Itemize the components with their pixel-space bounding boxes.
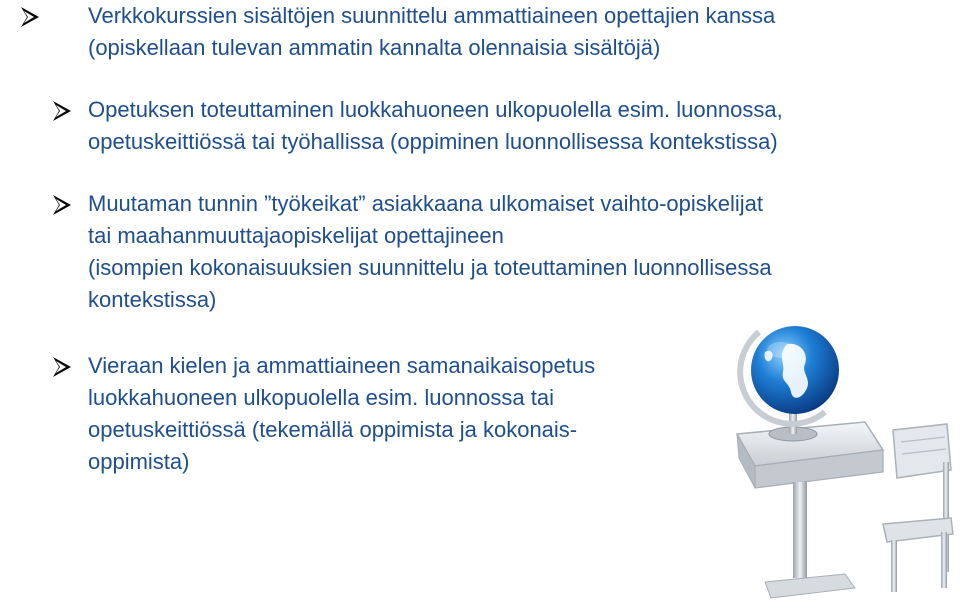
bullet-text-line: (opiskellaan tulevan ammatin kannalta olennaisia sisältöjä) [88,35,661,60]
bullet-text-line: opetuskeittiössä (tekemällä oppimista ja kokonais- [88,417,578,442]
bullet-text-line: Muutaman tunnin ”työkeikat” asiakkaana ulkomaiset vaihto-opiskelijat [88,191,764,216]
chair [883,424,953,592]
bullet-text-line: kontekstissa) [88,287,217,312]
desk [737,422,883,598]
bullet-text-line: tai maahanmuuttajaopiskelijat opettajineen [88,223,504,248]
bullet-text-line: (isompien kokonaisuuksien suunnittelu ja toteuttaminen luonnollisessa [88,255,772,280]
globe-icon [751,326,839,414]
bullet-text-line: opetuskeittiössä tai työhallissa (oppiminen luonnollisessa kontekstissa) [88,129,778,154]
bullet-text-line: Verkkokurssien sisältöjen suunnittelu ammattiaineen opettajien kanssa [88,3,776,28]
bullet-text-line: Vieraan kielen ja ammattiaineen samanaikaisopetus [88,353,596,378]
arrow-bullet-icon [52,356,72,378]
bullet-text-line: Opetuksen toteuttaminen luokkahuoneen ulkopuolella esim. luonnossa, [88,97,783,122]
bullet-text-line: oppimista) [88,449,190,474]
arrow-bullet-icon [20,6,40,28]
bullet-text-line: luokkahuoneen ulkopuolella esim. luonnossa tai [88,385,554,410]
arrow-bullet-icon [52,100,72,122]
desk-globe-illustration [715,312,960,608]
arrow-bullet-icon [52,194,72,216]
